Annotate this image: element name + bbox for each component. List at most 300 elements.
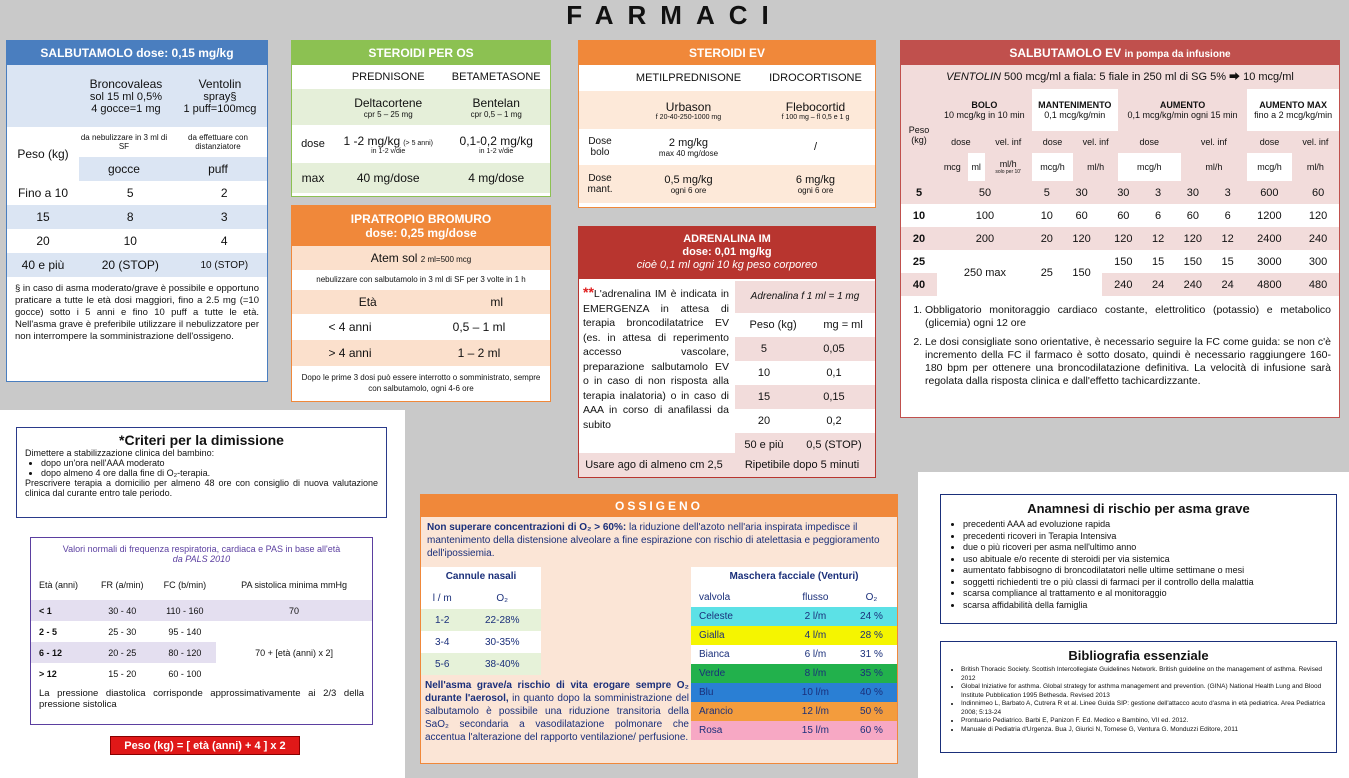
salbev-unit [1181, 153, 1248, 181]
aumento-max-sub: fino a 2 mcg/kg/min [1254, 110, 1333, 120]
salbev-cell: 6 [1224, 209, 1231, 222]
anamnesi-item: • precedenti ricoveri in Terapia Intensiva [963, 531, 1328, 543]
criteri-intro: Dimettere a stabilizzazione clinica del bambino: [25, 448, 215, 458]
idrocortisone-header: IDROCORTISONE [769, 72, 862, 84]
anamnesi-item: • precedenti AAA ad evoluzione rapida [963, 519, 1328, 531]
ipratropio-title: IPRATROPIO BROMURO [350, 212, 492, 226]
salbev-row [901, 181, 1339, 204]
criteri-title: *Criteri per la dimissione [119, 432, 284, 448]
salbutamolo-ev-header [901, 41, 1339, 65]
mask-valvola: Celeste [699, 611, 733, 622]
vitals-cell: 70 + [età (anni) x 2] [216, 642, 372, 663]
bibliografia-item: • Prontuario Pediatrico. Barbi E, Panizon F. Ed. Medico e Bambino, VII ed. 2012. [961, 717, 1328, 726]
broncovaleas-drops: 4 gocce=1 mg [91, 103, 161, 115]
anamnesi-item: • soggetti richiedenti tre o più classi di farmaci per il controllo della malattia [963, 577, 1328, 589]
cann-h2: O₂ [496, 592, 509, 604]
mask-o2: 50 % [860, 706, 883, 717]
cann-cell: 30-35% [485, 636, 520, 648]
adr-cell: 0,15 [823, 391, 845, 403]
max-label: max [301, 171, 325, 185]
criteri-item: • dopo almeno 4 ore dalla fine di O₂-terapia. [41, 468, 378, 478]
maschera-title: Maschera facciale (Venturi) [729, 571, 859, 582]
vitals-cell: 20 - 25 [108, 647, 137, 658]
dose-label: dose [301, 138, 325, 150]
salbev-cell: 15 [1151, 255, 1165, 268]
salbev-cell: 120 [1114, 232, 1133, 245]
salbev-cell: 60 [1117, 209, 1130, 222]
mask-header: valvola [699, 591, 731, 603]
betametasone-header: BETAMETASONE [451, 71, 541, 83]
vitals-row [31, 600, 372, 621]
urbason-name: Urbason [665, 99, 712, 114]
salbev-cell: 60 [1311, 186, 1325, 199]
salbev-cell: 480 [1308, 278, 1328, 291]
atem-sol-label: Atem sol [370, 251, 418, 265]
vitals-foot: La pressione diastolica corrisponde approssimativamente ai 2/3 della pressione sistolica [39, 688, 364, 710]
salb-cell: 3 [220, 210, 228, 224]
cann-cell: 38-40% [485, 658, 520, 670]
ossigeno-panel [420, 494, 898, 764]
salbev-unit-label: ml/h [999, 159, 1017, 169]
salbev-cell: 150 [1114, 255, 1133, 268]
salb-row [7, 229, 267, 253]
mask-row [691, 607, 897, 626]
ipra-cell: > 4 anni [328, 346, 372, 360]
ipratropio-header [292, 206, 550, 246]
peso-label: Peso (kg) [17, 147, 69, 161]
ventolin-ev-desc: 500 mcg/ml a fiala: 5 fiale in 250 ml di SG 5% ⮕ 10 mcg/ml [1004, 71, 1294, 83]
vitals-row [31, 621, 372, 642]
vitals-sub: da PALS 2010 [172, 554, 231, 564]
oss-warn-bold: Non superare concentrazioni di O₂ > 60%: [427, 522, 627, 533]
salb-cell: 4 [220, 234, 228, 248]
urbason-f: f 20-40-250-1000 mg [655, 113, 722, 121]
adr-cell: 0,1 [826, 367, 842, 379]
ventolin-name: Ventolin [198, 77, 242, 91]
salbev-cell: 5 [1043, 186, 1050, 199]
prednisone-header: PREDNISONE [351, 71, 425, 83]
salbev-cell: 2400 [1257, 232, 1282, 245]
mask-valvola: Gialla [699, 630, 725, 641]
vitals-cell: > 12 [39, 668, 57, 679]
salbev-cell: 10 [1040, 209, 1053, 222]
mask-flusso: 8 l/m [804, 668, 827, 679]
betametasone-dose: 0,1-0,2 mg/kg [459, 133, 533, 148]
ossigeno-note [425, 679, 689, 744]
bolo-velinf: vel. inf [995, 137, 1022, 147]
adr-cell: 0,05 [823, 343, 845, 355]
adr-cell: 0,2 [826, 415, 842, 427]
salbev-cell: 120 [1072, 232, 1091, 245]
salbev-cell: 30 [1117, 186, 1130, 199]
steroidi-ev-panel [578, 40, 876, 208]
mask-header: O₂ [865, 591, 878, 603]
vitals-title: Valori normali di frequenza respiratoria, cardiaca e PAS in base all'età [62, 544, 341, 554]
urbason-bolo-max: max 40 mg/dose [658, 148, 719, 158]
criteri-list [25, 458, 378, 478]
puff-label: puff [208, 162, 228, 176]
prednisone-dose: 1 -2 mg/kg [343, 133, 401, 148]
adrenalina-repeat: Ripetibile dopo 5 minuti [744, 459, 860, 471]
mant-header: MANTENIMENTO [1038, 100, 1112, 110]
mask-o2: 28 % [860, 630, 883, 641]
ipra-row [292, 314, 550, 340]
mask-flusso: 10 l/m [801, 687, 830, 698]
salbev-cell: 40 [912, 278, 926, 291]
steroidi-ev-header: STEROIDI EV [579, 41, 875, 65]
adr-cell: 5 [760, 343, 768, 355]
salbev-unit-label: mcg/h [1040, 162, 1065, 172]
mask-row [691, 721, 897, 740]
adr-cell: 15 [757, 391, 771, 403]
dose-mant-label: Dose mant. [587, 173, 613, 195]
salbev-unit-label: ml/h [1205, 162, 1223, 172]
adr-cell: 0,5 (STOP) [806, 439, 862, 451]
salbev-cell: 15 [1221, 255, 1234, 268]
cann-row [421, 653, 541, 675]
deltacortene-name: Deltacortene [354, 95, 423, 110]
salbev-cell: 12 [1221, 232, 1234, 245]
adr-row [735, 361, 875, 385]
salbev-cell: 50 [978, 186, 992, 199]
adr-mgml-header: mg = ml [823, 319, 863, 331]
salbev-cell: 150 [1061, 250, 1103, 296]
ossigeno-header: OSSIGENO [421, 495, 897, 517]
bibliografia-item: • Global Iniziative for asthma. Global strategy for asthma management and prevention. (GINA) National Health Lung and Blood Institute Pubblication 1995 Bethesda. Revised 2013 [961, 683, 1328, 700]
salbev-cell: 5 [915, 186, 923, 199]
vitals-cell: 80 - 120 [168, 647, 202, 658]
mant-sub: 0,1 mcg/kg/min [1044, 110, 1106, 120]
salb-cell: 10 [123, 234, 137, 248]
salbev-cell: 120 [1183, 232, 1203, 245]
maschera-table [691, 567, 897, 740]
salbev-cell: 3000 [1257, 255, 1282, 268]
aumento-header: AUMENTO [1159, 100, 1206, 110]
ventolin-note: da effettuare con distanziatore [188, 133, 248, 151]
ml-header: ml [490, 295, 504, 309]
salb-cell: 2 [220, 186, 228, 200]
ipra-row [292, 340, 550, 366]
salb-row [7, 253, 267, 277]
adrenalina-panel [578, 226, 876, 478]
eta-header: Età [358, 295, 377, 309]
salbev-row [901, 204, 1339, 227]
salbev-cell: 300 [1308, 255, 1328, 268]
urbason-mant-freq: ogni 6 ore [670, 185, 707, 195]
salb-row [7, 181, 267, 205]
vitals-cell: 2 - 5 [39, 626, 58, 637]
peso-formula: Peso (kg) = [ età (anni) + 4 ] x 2 [110, 736, 300, 755]
adr-cell: 20 [757, 415, 771, 427]
metilprednisone-header: METILPREDNISONE [635, 72, 742, 84]
oss-note-bold: Nell'asma grave/a rischio di vita erogare sempre O₂ durante l'aerosol, [425, 680, 689, 704]
deltacortene-cpr: cpr 5 – 25 mg [363, 109, 413, 119]
mask-o2: 40 % [860, 687, 883, 698]
salbev-cell: 30 [1075, 186, 1088, 199]
salbev-cell: 60 [1075, 209, 1088, 222]
mask-valvola: Verde [699, 668, 726, 679]
mask-row [691, 626, 897, 645]
mask-flusso: 12 l/m [801, 706, 830, 717]
mask-row [691, 702, 897, 721]
salbev-unit [937, 153, 968, 181]
bibliografia-list [949, 666, 1328, 734]
betametasone-max: 4 mg/dose [468, 171, 525, 185]
salb-cell: 20 [36, 234, 50, 248]
salb-cell: 15 [36, 210, 50, 224]
bibliografia-item: • Indinnimeo L, Barbato A, Cutrera R et al. Linee Guida SIP: gestione dell'attacco acuto d'asma in età pediatrica. Area Pediatrica 2008; 5:13-24 [961, 700, 1328, 717]
max-velinf: vel. inf [1302, 137, 1329, 147]
ventolin-puff: 1 puff=100mcg [183, 103, 257, 115]
salbev-cell: 12 [1151, 232, 1165, 245]
ipra-cell: < 4 anni [328, 320, 372, 334]
salbev-cell: 25 [1033, 250, 1061, 296]
vitals-cell: 15 - 20 [108, 668, 137, 679]
salbev-cell: 20 [1040, 232, 1053, 245]
salbutamolo-panel [6, 40, 268, 382]
urbason-bolo: 2 mg/kg [668, 136, 709, 149]
anamnesi-panel [940, 494, 1337, 624]
salbev-cell: 60 [1186, 209, 1199, 222]
ipratropio-nebulize: nebulizzare con salbutamolo in 3 ml di SF per 3 volte in 1 h [316, 275, 526, 284]
cann-cell: 5-6 [435, 658, 450, 670]
cann-cell: 1-2 [435, 614, 450, 626]
steroidi-os-panel [291, 40, 551, 197]
adr-row [735, 337, 875, 361]
page-title: FARMACI [566, 0, 783, 30]
salbev-unit-label: ml/h [1087, 162, 1105, 172]
salbev-unit [1118, 153, 1181, 181]
anamnesi-item: • scarsa compliance al trattamento e al monitoraggio [963, 588, 1328, 600]
adrenalina-dose: dose: 0,01 mg/kg [682, 246, 772, 258]
mask-row [691, 645, 897, 664]
cann-header-row [421, 587, 541, 609]
salbev-unit [1032, 153, 1074, 181]
salbutamolo-footnote: § in caso di asma moderato/grave è possibile e opportuno praticare a tutte le età dosi maggiori, fino a 2.5 mg (=10 gocce) sotto i 5 anni e fino 10 puff a tutte le età. Nell'asma grave è preferibile utilizzare il nebulizzatore per non interrompere la somministrazione dell'ossigeno. [15, 283, 259, 342]
salbev-cell: 240 [1183, 278, 1203, 291]
bentelan-name: Bentelan [472, 95, 520, 110]
salbev-unit-label: mcg/h [1257, 162, 1282, 172]
aumento-max-header: AUMENTO MAX [1259, 100, 1328, 110]
aumento-sub: 0,1 mcg/kg/min ogni 15 min [1127, 110, 1238, 120]
prednisone-age: (> 5 anni) [403, 139, 433, 147]
salbev-row [901, 227, 1339, 250]
mask-flusso: 6 l/m [804, 649, 827, 660]
flebocortid-f: f 100 mg – fl 0,5 e 1 g [781, 113, 850, 121]
mask-o2: 24 % [860, 611, 883, 622]
adrenalina-header [579, 227, 875, 279]
cann-cell: 22-28% [485, 614, 520, 626]
mask-flusso: 4 l/m [804, 630, 827, 641]
salbev-cell: 3 [1224, 186, 1231, 199]
adrenalina-body: L'adrenalina IM è indicata in EMERGENZA in attesa di terapia broncodilatatrice EV (es. in attesa di reperimento accesso vascolare, preparazione salbutamolo EV o in caso di non risposta alla terapia inalatoria) o in caso di AAA in corso di anafilassi da subito [583, 288, 729, 431]
flebocortid-name: Flebocortid [785, 99, 846, 114]
bibliografia-item: • Manuale di Pediatria d'Urgenza. Bua J, Giurici N, Tornese G, Ventura G. Monduzzi Editore, 2011 [961, 726, 1328, 735]
salbev-unit [1292, 153, 1339, 181]
salbev-cell: 3 [1155, 186, 1162, 199]
mask-valvola: Blu [699, 687, 714, 698]
salb-cell: Fino a 10 [17, 186, 69, 200]
salbev-cell: 200 [975, 232, 995, 245]
salbev-unit [968, 153, 985, 181]
salbev-cell: 30 [1186, 186, 1199, 199]
salbev-sub: in pompa da infusione [1124, 49, 1231, 60]
adrenalina-stars: ** [583, 284, 594, 300]
bentelan-cpr: cpr 0,5 – 1 mg [470, 109, 522, 119]
salbutamolo-ev-panel [900, 40, 1340, 418]
ipratropio-dose: dose: 0,25 mg/dose [365, 226, 477, 240]
salb-cell: 20 (STOP) [101, 258, 159, 272]
bolo-header: BOLO [971, 100, 998, 110]
mask-row [691, 664, 897, 683]
salbev-cell: 24 [1151, 278, 1165, 291]
salbev-cell: 20 [912, 232, 926, 245]
salb-cell: 5 [126, 186, 134, 200]
mask-o2: 35 % [860, 668, 883, 679]
ipratropio-foot: Dopo le prime 3 dosi può essere interrotto o somministrato, sempre con salbutamolo, ogni 4-6 ore [301, 373, 541, 393]
salbev-title: SALBUTAMOLO EV [1009, 46, 1122, 60]
bibliografia-panel [940, 641, 1337, 753]
mask-header-row [691, 587, 897, 607]
salbev-cell: 10 [912, 209, 926, 222]
criteri-foot: Prescrivere terapia a domicilio per almeno 48 ore con consiglio di nuova valutazione clinica dal curante entro tale periodo. [25, 478, 378, 498]
criteri-panel [16, 427, 387, 518]
ipra-cell: 0,5 – 1 ml [452, 320, 506, 334]
vitals-header: FR (a/min) [101, 580, 144, 590]
salbev-note-2: 2. Le dosi consigliate sono orientative, è necessario seguire la FC come guida: se non c'è incremento della FC il farmaco è sotto dosato, quindi è necessario raggiungere 160-180 bpm per ottenere una broncodilatazione definitiva. La velocità di infusione sarà regolata dalla risposta clinica e dall'effetto tachicardizzante. [925, 336, 1331, 388]
salbev-row [901, 250, 1339, 273]
cann-row [421, 609, 541, 631]
gocce-label: gocce [107, 162, 140, 176]
flebocortid-mant: 6 mg/kg [795, 173, 836, 186]
salbev-cell: 240 [1308, 232, 1328, 245]
salb-row [7, 205, 267, 229]
adr-cell: 10 [757, 367, 771, 379]
mask-o2: 60 % [860, 725, 883, 736]
salb-cell: 8 [126, 210, 134, 224]
atem-sol-conc: 2 ml=500 mcg [420, 255, 472, 264]
cann-h1: l / m [432, 592, 452, 604]
betametasone-freq: in 1-2 v/die [479, 147, 514, 155]
salbev-cell: 240 [1114, 278, 1133, 291]
broncovaleas-sol: sol 15 ml 0,5% [89, 91, 163, 103]
atem-sol [292, 246, 550, 270]
aum-velinf: vel. inf [1200, 137, 1227, 147]
salbev-cell: 100 [975, 209, 995, 222]
bibliografia-item: • British Thoracic Society. Scottish Intercollegiate Guidelines Network. British guideline on the management of asthma. Revised 2012 [961, 666, 1328, 683]
adrenalina-table-header: Adrenalina f 1 ml = 1 mg [735, 281, 875, 313]
salbev-unit-label: mcg [943, 162, 961, 172]
salbev-note-1: 1. Obbligatorio monitoraggio cardiaco costante, elettrolitico (potassio) e metabolico (glicemia) ogni 12 ore [925, 304, 1331, 330]
aum-dose: dose [1139, 137, 1159, 147]
vitals-panel [30, 537, 373, 725]
ventolin-spray: spray§ [203, 91, 237, 103]
vitals-cell [216, 663, 372, 684]
adr-peso-header: Peso (kg) [749, 319, 797, 331]
salbev-unit-label: mcg/h [1136, 162, 1162, 172]
anamnesi-item: • scarsa affidabilità della famiglia [963, 600, 1328, 612]
anamnesi-item: • aumentato fabbisogno di broncodilatatori nelle ultime settimane o mesi [963, 565, 1328, 577]
salbev-cell: 250 max [937, 250, 1033, 296]
mant-dose: dose [1042, 137, 1063, 147]
oss-note-text: in quanto dopo la somministrazione del salbutamolo è possibile una riduzione transitoria della SaO₂ secondaria a vasodilatazione polmonare che accentua l'alterazione del rapporto ventilazione/ perfusione. [425, 693, 689, 743]
salbev-cell: 600 [1260, 186, 1279, 199]
adrenalina-table [735, 281, 875, 457]
salbev-cell: 24 [1221, 278, 1234, 291]
adrenalina-text [583, 285, 729, 432]
cann-row [421, 631, 541, 653]
broncovaleas-name: Broncovaleas [89, 77, 163, 91]
urbason-mant: 0,5 mg/kg [664, 173, 713, 186]
ventolin-ev [901, 65, 1339, 89]
salb-cell: 40 e più [21, 258, 65, 272]
anamnesi-list [949, 519, 1328, 611]
ipratropio-panel [291, 205, 551, 402]
vitals-cell: 110 - 160 [166, 605, 204, 616]
adrenalina-title: ADRENALINA IM [683, 233, 771, 245]
mask-row [691, 683, 897, 702]
anamnesi-item: • due o più ricoveri per asma nell'ultimo anno [963, 542, 1328, 554]
ossigeno-warning [421, 517, 897, 564]
mask-o2: 31 % [860, 649, 883, 660]
salb-cell: 10 (STOP) [200, 259, 249, 271]
cannule-title: Cannule nasali [445, 571, 517, 582]
anamnesi-item: • uso abituale e/o recente di steroidi per via sistemica [963, 554, 1328, 566]
salbev-notes [901, 296, 1339, 388]
bolo-sub: 10 mcg/kg in 10 min [944, 110, 1025, 120]
salbev-unit [1073, 153, 1117, 181]
max-dose: dose [1259, 137, 1280, 147]
salbutamolo-header: SALBUTAMOLO dose: 0,15 mg/kg [7, 41, 267, 65]
criteri-item: • dopo un'ora nell'AAA moderato [41, 458, 378, 468]
salbev-unit [985, 153, 1032, 181]
vitals-header: Età (anni) [39, 580, 79, 590]
vitals-header-row [31, 570, 372, 600]
broncovaleas-note: da nebulizzare in 3 ml di SF [80, 133, 168, 151]
salbev-unit-sub: solo per 10' [995, 169, 1022, 175]
mask-valvola: Bianca [699, 649, 730, 660]
adr-row [735, 385, 875, 409]
mask-flusso: 15 l/m [801, 725, 830, 736]
salbev-cell: 1200 [1257, 209, 1282, 222]
anamnesi-title: Anamnesi di rischio per asma grave [1027, 501, 1250, 516]
bolo-dose: dose [951, 137, 971, 147]
steroidi-os-header: STEROIDI PER OS [292, 41, 550, 65]
salbev-cell: 120 [1308, 209, 1328, 222]
ipra-cell: 1 – 2 ml [457, 346, 501, 360]
vitals-cell: < 1 [39, 605, 52, 616]
bibliografia-title: Bibliografia essenziale [1068, 648, 1209, 663]
oss-warn-text: la riduzione dell'azoto nell'aria inspirata impedisce il mantenimento della distensione alveolare a fine espirazione con rischio di atelettasia e peggioramento dell'ipossiemia. [427, 522, 880, 559]
adr-cell: 50 e più [744, 439, 784, 451]
salbev-cell: 25 [912, 255, 926, 268]
vitals-cell: 25 - 30 [108, 626, 137, 637]
adrenalina-sub: cioè 0,1 ml ogni 10 kg peso corporeo [636, 259, 818, 271]
salbev-unit-label: ml/h [1306, 162, 1324, 172]
mask-valvola: Rosa [699, 725, 723, 736]
vitals-cell: 70 [289, 605, 300, 616]
prednisone-freq: in 1-2 v/die [371, 147, 406, 155]
salbev-cell: 4800 [1257, 278, 1282, 291]
adr-row [735, 409, 875, 433]
salbev-unit-label: ml [971, 162, 981, 172]
mask-header: flusso [802, 591, 829, 603]
vitals-cell: 6 - 12 [39, 647, 63, 658]
vitals-cell [216, 621, 372, 642]
salbev-cell: 150 [1183, 255, 1203, 268]
vitals-row [31, 642, 372, 663]
salbev-cell: 6 [1155, 209, 1162, 222]
